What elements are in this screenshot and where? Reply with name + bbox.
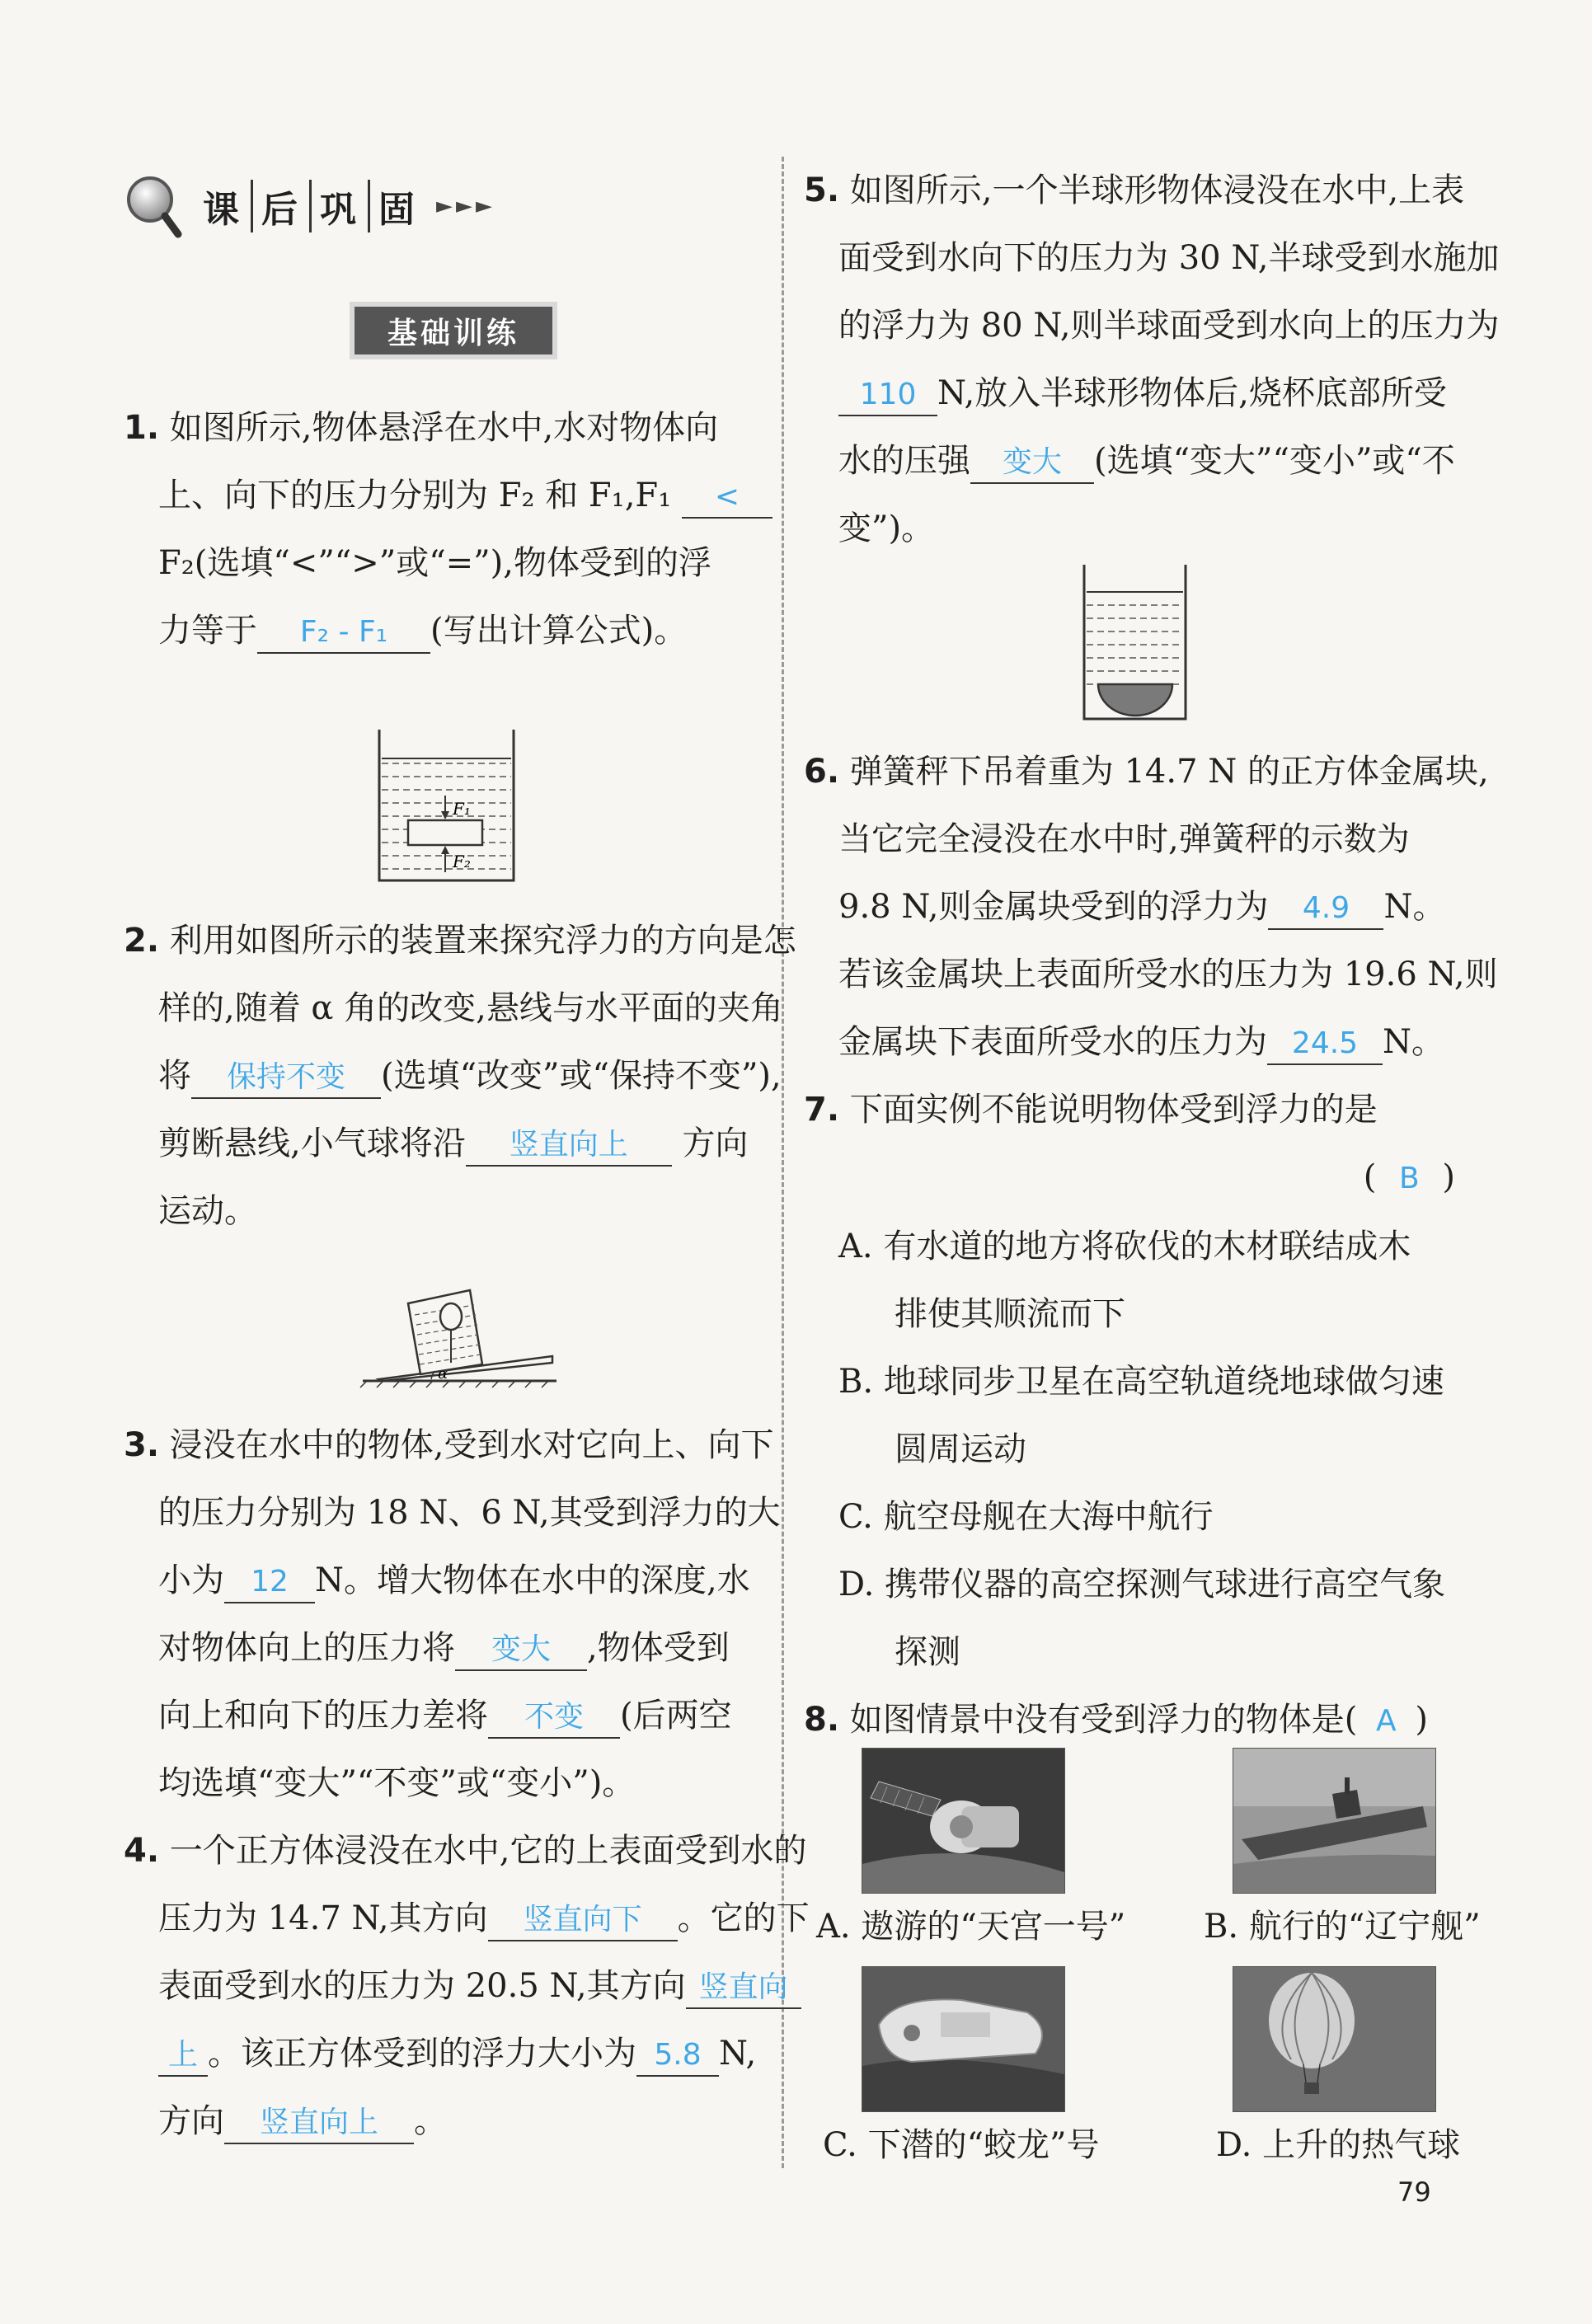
answer-blank[interactable] (224, 2101, 414, 2144)
header-char: 巩 (312, 180, 370, 232)
answer-blank[interactable] (224, 1561, 315, 1603)
space-station-image (862, 1749, 1064, 1893)
option-a-cont (804, 1280, 1463, 1348)
photo-liaoning-ship[interactable] (1233, 1748, 1436, 1894)
answer-text: 110 (859, 378, 917, 411)
question-7 (804, 1076, 1463, 1686)
question-text: 对物体向上的压力将 (158, 1629, 455, 1667)
left-column-q2 (124, 907, 796, 1245)
answer-text: 竖直向下 (523, 1903, 642, 1937)
answer-blank[interactable] (970, 441, 1094, 484)
question-text: 样的,随着 α 角的改变,悬线与水平面的夹角 (158, 989, 783, 1027)
caption-c: C. 下潜的“蛟龙”号 (823, 2126, 1100, 2164)
paren: ) (1415, 1701, 1428, 1739)
question-text: 金属块下表面所受水的压力为 (838, 1023, 1267, 1061)
question-4 (124, 1817, 810, 2155)
beaker-hemisphere-figure (1080, 561, 1191, 725)
question-text: 利用如图所示的装置来探究浮力的方向是怎 (169, 922, 796, 960)
question-number: 2. (124, 922, 160, 960)
question-text: 面受到水向下的压力为 30 N,半球受到水施加 (838, 239, 1500, 277)
section-header (124, 169, 495, 243)
question-text: 方向 (158, 2102, 224, 2140)
angle-label: α (438, 1365, 448, 1383)
header-char: 固 (378, 189, 418, 231)
option-d-cont (804, 1618, 1463, 1686)
question-text: 如图情景中没有受到浮力的物体是 (849, 1701, 1345, 1739)
question-text: 一个正方体浸没在水中,它的上表面受到水的 (169, 1832, 807, 1870)
question-text: 小为 (158, 1561, 224, 1599)
question-number: 5. (804, 171, 840, 209)
option-text: 排使其顺流而下 (895, 1295, 1125, 1333)
right-column-q6-q8 (804, 738, 1498, 1755)
answer-text: 保持不变 (226, 1060, 345, 1094)
answer-blank[interactable] (466, 1124, 672, 1167)
answer-text: 不变 (524, 1700, 584, 1734)
option-text: 圆周运动 (895, 1430, 1026, 1468)
answer-blank[interactable] (158, 2034, 208, 2077)
question-text: 如图所示,一个半球形物体浸没在水中,上表 (849, 171, 1465, 209)
right-column-q5 (804, 157, 1500, 562)
answer-blank[interactable] (488, 1696, 620, 1739)
option-text: D. 携带仪器的高空探测气球进行高空气象 (838, 1566, 1446, 1603)
option-b-cont (804, 1416, 1463, 1483)
answer-text: 竖直向 (698, 1970, 788, 2004)
header-char: 课 (195, 180, 253, 232)
section-tag: 基础训练 (355, 307, 552, 354)
choice-answer[interactable]: A (1376, 1704, 1397, 1738)
paren: ( (1344, 1701, 1358, 1739)
answer-blank[interactable] (455, 1628, 587, 1671)
answer-blank[interactable] (682, 476, 773, 519)
question-text: 浸没在水中的物体,受到水对它向上、向下 (169, 1426, 774, 1464)
question-text: N。 (1383, 1023, 1444, 1061)
answer-text: 5.8 (654, 2038, 702, 2072)
paren: ( (1363, 1158, 1377, 1196)
answer-text: 竖直向上 (259, 2106, 378, 2139)
question-text: 若该金属块上表面所受水的压力为 19.6 N,则 (838, 955, 1498, 993)
question-1 (124, 394, 767, 664)
header-char: 后 (253, 180, 312, 232)
left-column-q3-q4 (124, 1411, 810, 2155)
question-text: (选填“变大”“变小”或“不 (1094, 442, 1455, 480)
photo-tiangong-1[interactable] (862, 1748, 1065, 1894)
question-text: 向上和向下的压力差将 (158, 1697, 488, 1735)
force-label-f2: F₂ (453, 852, 471, 871)
question-text: 方向 (682, 1124, 749, 1162)
answer-blank[interactable] (636, 2034, 719, 2077)
question-text: 水的压强 (838, 442, 970, 480)
incline-balloon-figure (359, 1274, 561, 1389)
answer-blank[interactable] (838, 373, 937, 416)
question-number: 6. (804, 753, 840, 791)
option-text: C. 航空母舰在大海中航行 (838, 1498, 1214, 1536)
question-text: 将 (158, 1057, 191, 1095)
answer-blank[interactable] (1268, 887, 1383, 930)
answer-blank[interactable] (488, 1899, 678, 1941)
question-text: 9.8 N,则金属块受到的浮力为 (838, 888, 1269, 926)
question-text: (选填“改变”或“保持不变”), (381, 1057, 782, 1095)
option-b[interactable] (804, 1348, 1463, 1416)
option-d[interactable] (804, 1551, 1463, 1618)
submarine-image (862, 1967, 1064, 2111)
answer-bracket (804, 1143, 1463, 1213)
question-text: 变”)。 (838, 509, 935, 547)
question-text: 的浮力为 80 N,则半球面受到水向上的压力为 (838, 307, 1500, 345)
photo-jiaolong-sub[interactable] (862, 1966, 1065, 2112)
option-text: A. 有水道的地方将砍伐的木材联结成木 (838, 1228, 1411, 1265)
question-text: 当它完全浸没在水中时,弹簧秤的示数为 (838, 820, 1410, 858)
answer-text: F₂ - F₁ (299, 615, 388, 649)
question-number: 1. (124, 409, 160, 447)
question-text: N。 (1383, 888, 1446, 926)
question-text: 。该正方体受到的浮力大小为 (208, 2035, 636, 2073)
question-2 (124, 907, 796, 1245)
question-6 (804, 738, 1498, 1076)
magnifier-icon (124, 173, 183, 239)
question-text: 下面实例不能说明物体受到浮力的是 (849, 1091, 1378, 1129)
page-number: 79 (1397, 2176, 1431, 2208)
paren: ) (1442, 1158, 1455, 1196)
option-text: B. 地球同步卫星在高空轨道绕地球做匀速 (838, 1363, 1444, 1401)
answer-blank[interactable] (686, 1966, 801, 2009)
answer-text: 竖直向上 (509, 1128, 628, 1162)
question-text: (写出计算公式)。 (430, 612, 688, 650)
option-c[interactable] (804, 1483, 1463, 1551)
answer-text: 上 (167, 2038, 198, 2072)
caption-a: A. 遨游的“天宫一号” (816, 1908, 1126, 1946)
header-title (195, 180, 426, 232)
question-text: 力等于 (158, 612, 257, 650)
answer-blank[interactable] (257, 611, 430, 654)
balloon-image (1233, 1967, 1435, 2111)
question-text: 如图所示,物体悬浮在水中,水对物体向 (169, 409, 719, 447)
question-text: F₂(选填“<”“>”或“=”),物体受到的浮 (158, 544, 711, 582)
question-number: 7. (804, 1091, 840, 1129)
answer-blank[interactable] (1267, 1022, 1383, 1065)
answer-text: 变大 (491, 1632, 551, 1666)
question-text: 的压力分别为 18 N、6 N,其受到浮力的大 (158, 1494, 781, 1532)
question-text: 运动。 (158, 1192, 257, 1230)
arrow-icons: ►►► (436, 194, 495, 218)
question-text: ,物体受到 (587, 1629, 730, 1667)
question-number: 3. (124, 1426, 160, 1464)
question-text: 。它的下 (677, 1899, 810, 1937)
question-text: 表面受到水的压力为 20.5 N,其方向 (158, 1967, 686, 2005)
answer-blank[interactable] (191, 1056, 381, 1099)
caption-d: D. 上升的热气球 (1216, 2126, 1461, 2164)
question-text: 剪断悬线,小气球将沿 (158, 1124, 466, 1162)
aircraft-carrier-image (1233, 1749, 1435, 1893)
question-text: N。增大物体在水中的深度,水 (315, 1561, 750, 1599)
caption-b: B. 航行的“辽宁舰” (1204, 1908, 1481, 1946)
question-text: 压力为 14.7 N,其方向 (158, 1899, 488, 1937)
answer-text: < (714, 480, 740, 514)
question-3 (124, 1411, 781, 1817)
option-text: 探测 (895, 1633, 960, 1671)
question-text: N,放入半球形物体后,烧杯底部所受 (937, 374, 1447, 412)
question-number: 4. (124, 1832, 160, 1870)
question-5 (804, 157, 1500, 562)
answer-text: 24.5 (1291, 1026, 1359, 1060)
question-number: 8. (804, 1701, 840, 1739)
question-text: (后两空 (620, 1697, 732, 1735)
answer-text: 变大 (1002, 445, 1062, 479)
answer-text: 4.9 (1302, 891, 1350, 925)
question-8 (804, 1686, 1463, 1755)
force-label-f1: F₁ (453, 799, 471, 819)
question-text: 上、向下的压力分别为 F₂ 和 F₁,F₁ (158, 477, 672, 514)
question-text: 弹簧秤下吊着重为 14.7 N 的正方体金属块, (849, 753, 1489, 791)
left-column (124, 394, 767, 664)
option-a[interactable] (804, 1213, 1463, 1280)
answer-text: 12 (251, 1565, 289, 1599)
question-text: 均选填“变大”“不变”或“变小”)。 (158, 1764, 636, 1802)
choice-answer[interactable]: B (1399, 1162, 1420, 1195)
beaker-suspended-object-figure (375, 725, 519, 886)
photo-hot-air-balloon[interactable] (1233, 1966, 1436, 2112)
question-text: 。 (414, 2102, 447, 2140)
question-text: N, (719, 2035, 757, 2073)
